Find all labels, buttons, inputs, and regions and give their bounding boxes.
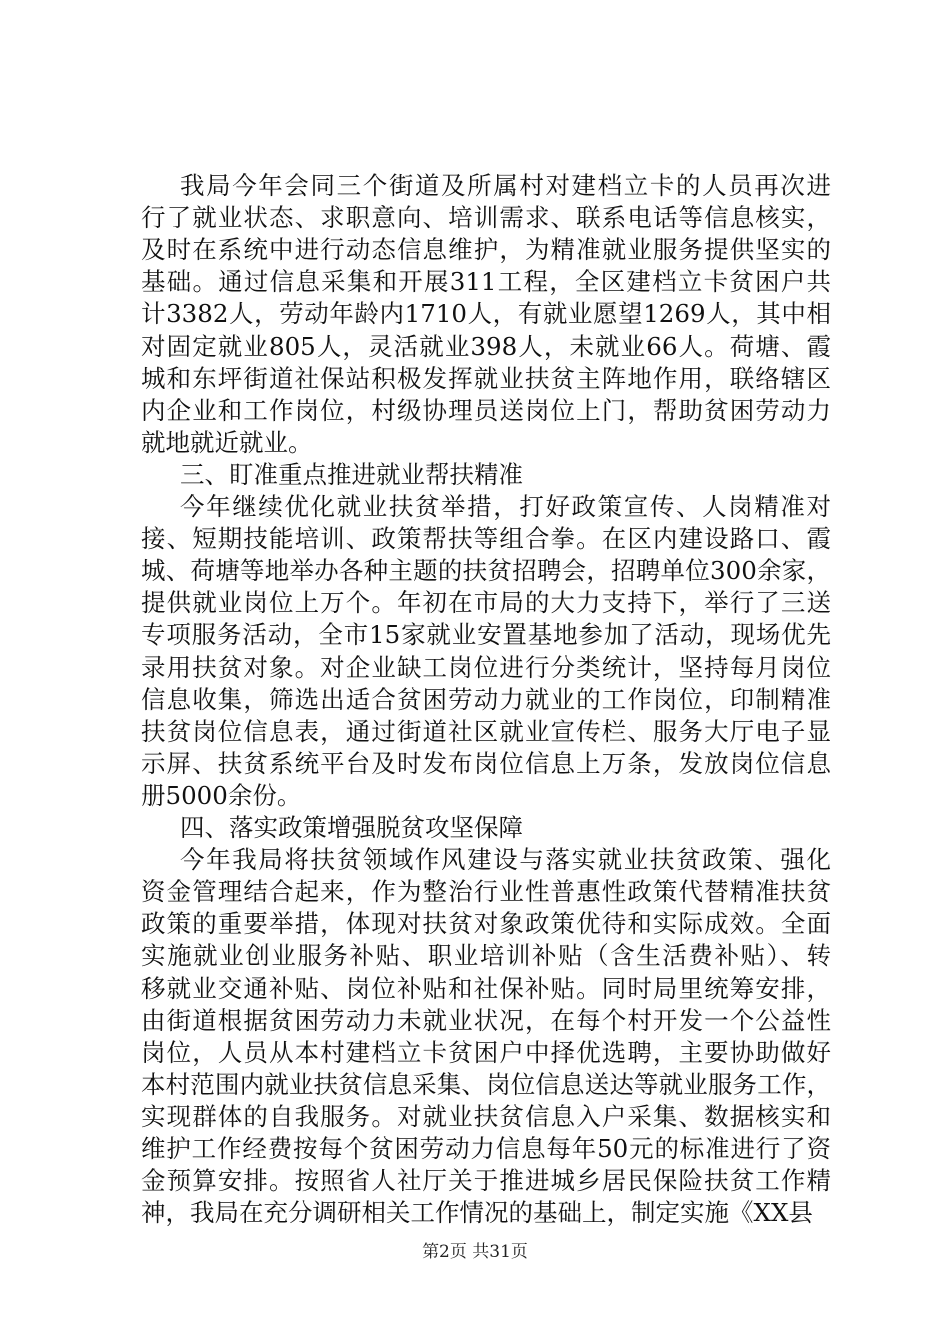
- paragraph-line: 行了就业状态、求职意向、培训需求、联系电话等信息核实，: [141, 203, 831, 233]
- paragraph-line: 提供就业岗位上万个。年初在市局的大力支持下，举行了三送: [141, 588, 831, 618]
- paragraph-line: 就地就近就业。: [141, 427, 313, 457]
- paragraph-line: 岗位，人员从本村建档立卡贫困户中择优选聘，主要协助做好: [141, 1037, 831, 1067]
- paragraph-line: 今年我局将扶贫领域作风建设与落实就业扶贫政策、强化: [180, 845, 831, 875]
- paragraph-line: 扶贫岗位信息表，通过街道社区就业宣传栏、服务大厅电子显: [141, 716, 831, 746]
- paragraph-line: 神，我局在充分调研相关工作情况的基础上，制定实施《XX县: [141, 1198, 813, 1228]
- paragraph-line: 城和东坪街道社保站积极发挥就业扶贫主阵地作用，联络辖区: [141, 363, 831, 393]
- paragraph-line: 及时在系统中进行动态信息维护，为精准就业服务提供坚实的: [141, 235, 831, 265]
- paragraph-line: 资金管理结合起来，作为整治行业性普惠性政策代替精准扶贫: [141, 877, 831, 907]
- paragraph-line: 专项服务活动，全市15家就业安置基地参加了活动，现场优先: [141, 620, 831, 650]
- paragraph-line: 信息收集，筛选出适合贫困劳动力就业的工作岗位，印制精准: [141, 684, 831, 714]
- paragraph-line: 政策的重要举措，体现对扶贫对象政策优待和实际成效。全面: [141, 909, 831, 939]
- paragraph-line: 实施就业创业服务补贴、职业培训补贴（含生活费补贴）、转: [141, 941, 831, 971]
- paragraph-line: 基础。通过信息采集和开展311工程，全区建档立卡贫困户共: [141, 267, 831, 297]
- section-heading: 四、落实政策增强脱贫攻坚保障: [180, 813, 523, 842]
- paragraph-line: 内企业和工作岗位，村级协理员送岗位上门，帮助贫困劳动力: [141, 395, 831, 425]
- paragraph-line: 维护工作经费按每个贫困劳动力信息每年50元的标准进行了资: [141, 1134, 831, 1163]
- paragraph-line: 对固定就业805人，灵活就业398人，未就业66人。荷塘、霞: [141, 331, 831, 361]
- paragraph-line: 示屏、扶贫系统平台及时发布岗位信息上万条，发放岗位信息: [141, 748, 831, 778]
- paragraph-line: 实现群体的自我服务。对就业扶贫信息入户采集、数据核实和: [141, 1101, 831, 1131]
- paragraph-line: 由街道根据贫困劳动力未就业状况，在每个村开发一个公益性: [141, 1005, 831, 1035]
- paragraph-line: 接、短期技能培训、政策帮扶等组合拳。在区内建设路口、霞: [141, 524, 831, 554]
- paragraph-line: 计3382人，劳动年龄内1710人，有就业愿望1269人，其中相: [141, 299, 831, 329]
- paragraph-line: 城、荷塘等地举办各种主题的扶贫招聘会，招聘单位300余家，: [141, 556, 831, 586]
- page-footer: 第2页 共31页: [422, 1242, 528, 1262]
- paragraph-line: 本村范围内就业扶贫信息采集、岗位信息送达等就业服务工作，: [141, 1069, 831, 1099]
- paragraph-line: 录用扶贫对象。对企业缺工岗位进行分类统计，坚持每月岗位: [141, 652, 831, 682]
- section-heading: 三、盯准重点推进就业帮扶精准: [180, 459, 523, 489]
- paragraph-line: 册5000余份。: [141, 780, 302, 810]
- paragraph-line: 金预算安排。按照省人社厅关于推进城乡居民保险扶贫工作精: [141, 1166, 831, 1196]
- paragraph-line: 我局今年会同三个街道及所属村对建档立卡的人员再次进: [180, 171, 831, 200]
- paragraph-line: 今年继续优化就业扶贫举措，打好政策宣传、人岗精准对: [180, 492, 831, 521]
- paragraph-line: 移就业交通补贴、岗位补贴和社保补贴。同时局里统筹安排，: [141, 973, 831, 1003]
